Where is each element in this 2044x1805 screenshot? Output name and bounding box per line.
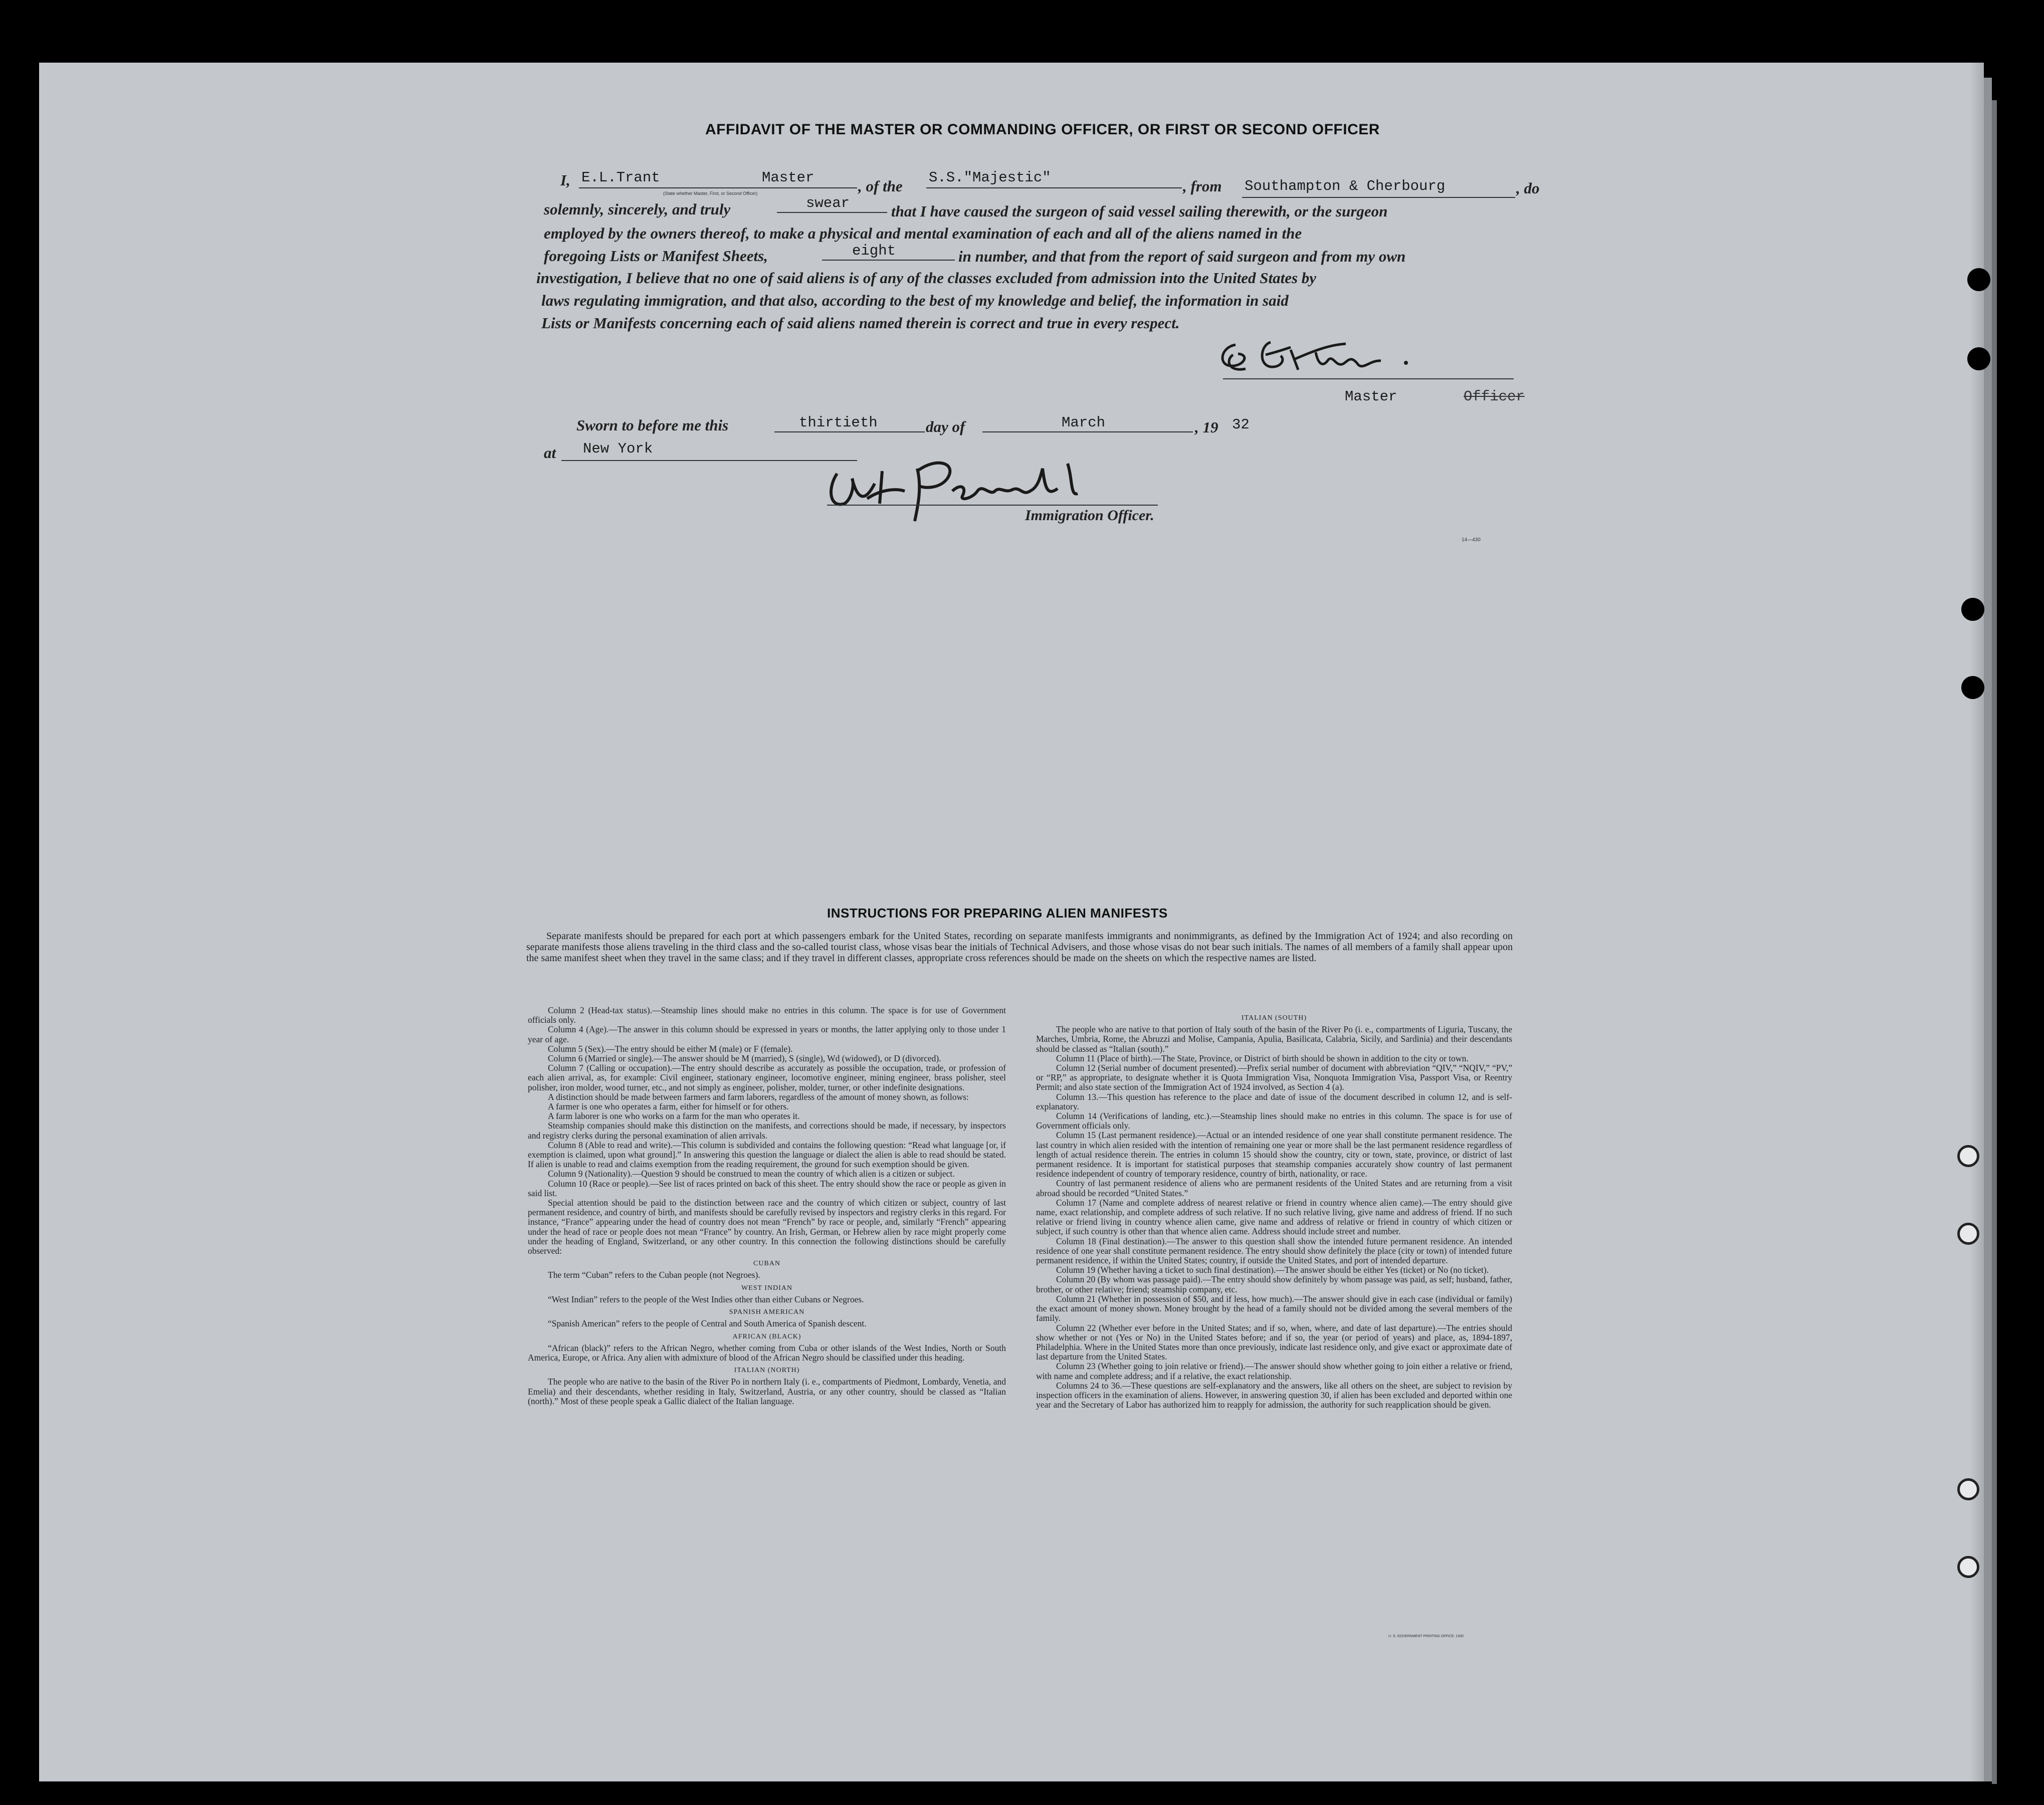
of-the-label: , of the (858, 177, 903, 195)
year-prefix: , 19 (1195, 418, 1218, 436)
port-line (1242, 197, 1515, 198)
sheet-edge-2 (1992, 100, 1997, 1784)
instruction-paragraph: Special attention should be paid to the distinction between race and the country of which citizen or subject, country of last permanent residence, and country of birth, and manifests should be carefully revised by inspectors and registry clerks in this regard. For instance, “France” appearing under the head of country does not mean “French” by race or people, and, similarly “French” appearing under the head of race or people does not mean “France” by country. An Irish, German, or Hebrew alien by race might properly come under the heading of England, Switzerland, or any other country. In this connection the following distinctions should be carefully observed: (528, 1198, 1006, 1256)
officer-rank: Master (762, 169, 814, 186)
punch-hole-ring (1957, 1223, 1979, 1245)
instruction-paragraph: Column 5 (Sex).—The entry should be either M (male) or F (female). (548, 1043, 793, 1054)
oath-word: swear (806, 195, 850, 211)
day-of-label: day of (926, 418, 965, 435)
at-label: at (544, 444, 556, 462)
sheet-fold-shadow (1970, 63, 1984, 1781)
instruction-paragraph: Column 2 (Head-tax status).—Steamship lines should make no entries in this column. The space is for use of Government officials only. (528, 1005, 1006, 1025)
instruction-paragraph: Column 23 (Whether going to join relative or friend).—The answer should show whether going to join either a relative or friend, with name and complete address; and if a relative, the exact relationship. (1036, 1361, 1512, 1381)
signature-line (1223, 378, 1514, 379)
instruction-paragraph: Column 9 (Nationality).—Question 9 should be construed to mean the country of which alien is a citizen or subject. (548, 1169, 955, 1179)
text-african: “African (black)” refers to the African Negro, whether coming from Cuba or other islands of the West Indies, North or South America, Europe, or Africa. Any alien with admixture of blood of the African Negro should be classified under this heading. (528, 1342, 1006, 1363)
affidavit-line-4-rest: in number, and that from the report of said surgeon and from my own (958, 248, 1406, 265)
instruction-paragraph: Column 6 (Married or single).—The answer should be M (married), S (single), Wd (widowed), or D (divorced). (548, 1053, 941, 1064)
sheet-count: eight (852, 243, 896, 259)
instruction-paragraph: Country of last permanent residence of aliens who are permanent residents of the United States and are returning from a visit abroad should be recorded “United States.” (1036, 1178, 1512, 1198)
text-spanish-american: “Spanish American” refers to the people of Central and South America of Spanish descent. (548, 1318, 867, 1329)
instructions-right-column (1036, 1013, 1512, 1410)
affidavit-title: AFFIDAVIT OF THE MASTER OR COMMANDING OFFICER, OR FIRST OR SECOND OFFICER (705, 121, 1380, 138)
instruction-paragraph: Column 18 (Final destination).—The answer to this question shall show the intended future permanent residence. An intended residence of one year shall constitute permanent residence. The entry should show definitely the place (city or town) of intended future permanent residence, if within the United States; country, if outside the United States, and port of intended departure. (1036, 1236, 1512, 1266)
instructions-title: INSTRUCTIONS FOR PREPARING ALIEN MANIFESTS (827, 906, 1168, 921)
month-line (982, 431, 1193, 432)
printer-note: U. S. GOVERNMENT PRINTING OFFICE: 1930 (1388, 1635, 1464, 1638)
heading-italian-south: ITALIAN (SOUTH) (1241, 1014, 1307, 1022)
day-line (774, 431, 925, 432)
sworn-year: 32 (1232, 416, 1250, 433)
place-line (561, 460, 857, 461)
form-number: 14—430 (1462, 537, 1481, 543)
instruction-paragraph: Column 8 (Able to read and write).—This column is subdivided and contains the following question: “Read what language [or, if exemption is claimed, upon what ground].” In answering this question the language or dialect the alien is able to read should be stated. If alien is unable to read and claims exemption from the reading requirement, the ground for such exemption should be given. (528, 1140, 1006, 1170)
affidavit-line-3: employed by the owners thereof, to make a physical and mental examination of each and all of the aliens named in the (544, 224, 1302, 242)
instruction-paragraph: Column 13.—This question has reference to the place and date of issue of the document described in column 12, and is self-explanatory. (1036, 1091, 1512, 1111)
name-line (579, 187, 857, 188)
officer-title: Immigration Officer. (1025, 507, 1154, 524)
sheet-count-line (822, 260, 955, 261)
officer-signature-line (827, 505, 1158, 506)
affidavit-line-2: that I have caused the surgeon of said vessel sailing therewith, or the surgeon (891, 202, 1388, 220)
ship-line (926, 187, 1182, 188)
rank-note: (State whether Master, First, or Second Officer) (663, 191, 758, 196)
instructions-left-column (528, 1006, 1006, 1406)
from-label: , from (1183, 177, 1222, 195)
sworn-day: thirtieth (799, 414, 878, 431)
instruction-paragraph: A farmer is one who operates a farm, either for himself or for others. (548, 1101, 789, 1112)
affidavit-line-5: investigation, I believe that no one of said aliens is of any of the classes excluded from admission into the United States by (536, 269, 1317, 287)
sworn-place: New York (583, 440, 653, 457)
instruction-paragraph: Column 21 (Whether in possession of $50, and if less, how much).—The answer should give in each case (individual or family) the exact amount of money shown. Money brought by the head of a family should not be divided among the several members of the family. (1036, 1293, 1512, 1323)
instruction-paragraph: A distinction should be made between farmers and farm laborers, regardless of the amount of money shown, as follows: (548, 1091, 969, 1102)
heading-west-indian: WEST INDIAN (741, 1284, 793, 1292)
heading-cuban: CUBAN (753, 1260, 780, 1268)
ship-name: S.S."Majestic" (929, 169, 1051, 186)
text-west-indian: “West Indian” refers to the people of the West Indies other than either Cubans or Negroes. (548, 1294, 864, 1304)
punch-hole-ring (1957, 1478, 1979, 1500)
sworn-month: March (1062, 414, 1106, 431)
signer-title: Master (1345, 388, 1397, 405)
instruction-paragraph: Columns 24 to 36.—These questions are self-explanatory and the answers, like all others on the sheet, are subject to revision by inspection officers in the examination of aliens. However, in answering question 30, if alien has been excluded and deported within one year and the Secretary of Labor has authorized him to reapply for admission, the authority for such reapplication should be given. (1036, 1380, 1512, 1410)
instruction-paragraph: Column 17 (Name and complete address of nearest relative or friend in country whence alien came).—The entry should give name, exact relationship, and complete address of such relative. If no such relative living, give name and address of friend. If no such relative or friend living in country whence alien came, give name and address of relative or friend in country of which citizen or subject, if such country is other than that whence alien came. Address should include street and number. (1036, 1197, 1512, 1237)
affidavit-line-6: laws regulating immigration, and that also, according to the best of my knowledge and belief, the information in said (541, 292, 1289, 309)
affidavit-line-7: Lists or Manifests concerning each of said aliens named therein is correct and true in every respect. (541, 314, 1180, 332)
departure-port: Southampton & Cherbourg (1245, 178, 1446, 194)
instruction-paragraph: Column 10 (Race or people).—See list of races printed on back of this sheet. The entry should show the race or people as given in said list. (528, 1178, 1006, 1198)
heading-italian-north: ITALIAN (NORTH) (734, 1367, 800, 1375)
punch-hole (1961, 598, 1984, 621)
punch-hole-ring (1957, 1556, 1979, 1578)
instructions-intro: Separate manifests should be prepared for each port at which passengers embark for the United States, recording on separate manifests immigrants and nonimmigrants, as defined by the Immigration Act of 1924; and also recording on separate manifests those aliens traveling in the third class and the so-called tourist class, whose visas bear the initials of Technical Advisers, and those whose visas do not bear such initials. The names of all members of a family shall appear upon the same manifest sheet when they travel in the same class; and if they travel in different classes, appropriate cross references should be made on the sheets on which the respective names are listed. (526, 931, 1513, 964)
sheet-edge (1984, 78, 1992, 1781)
instruction-paragraph: Column 15 (Last permanent residence).—Actual or an intended residence of one year shall constitute permanent residence. The last country in which alien resided with the intention of remaining one year or more shall be the last permanent residence regardless of length of actual residence therein. The entries in column 15 should show the country, city or town, state, province, or district of last permanent residence. It is important for statistical purposes that steamship companies accurately show country of last permanent residence independent of country of temporary residence, country of birth, nationality, or race. (1036, 1130, 1512, 1179)
instruction-paragraph: A farm laborer is one who works on a farm for the man who operates it. (548, 1111, 800, 1121)
instruction-paragraph: Column 20 (By whom was passage paid).—The entry should show definitely by whom passage was paid, as self; husband, father, brother, or other relative; friend; steamship company, etc. (1036, 1274, 1512, 1294)
punch-hole-ring (1957, 1145, 1979, 1167)
solemnly-label: solemnly, sincerely, and truly (544, 200, 731, 218)
instruction-paragraph: Column 11 (Place of birth).—The State, Province, or District of birth should be shown in addition to the city or town. (1056, 1053, 1469, 1063)
master-name: E.L.Trant (581, 169, 660, 186)
heading-african: AFRICAN (BLACK) (732, 1332, 801, 1340)
instruction-paragraph: Steamship companies should make this distinction on the manifests, and corrections should be made, if necessary, by inspectors and registry clerks during the personal examination of alien arrivals. (528, 1120, 1006, 1141)
swear-line (777, 212, 887, 213)
instruction-paragraph: Column 4 (Age).—The answer in this column should be expressed in years or months, the latter applying only to those under 1 year of age. (528, 1024, 1006, 1044)
i-label: I, (560, 171, 570, 189)
instruction-paragraph: Column 19 (Whether having a ticket to such final destination).—The answer should be either Yes (ticket) or No (no ticket). (1056, 1265, 1489, 1275)
punch-hole (1967, 347, 1990, 370)
text-cuban: The term “Cuban” refers to the Cuban people (not Negroes). (548, 1270, 760, 1280)
struck-title: Officer (1464, 388, 1525, 405)
master-signature (1215, 325, 1426, 380)
punch-hole (1961, 676, 1984, 699)
instruction-paragraph: Column 22 (Whether ever before in the United States; and if so, when, where, and date of last departure).—The entries should show whether or not (Yes or No) in the United States before; and if so, the year (or period of years) and place, as, 1894-1897, Philadelphia. Where in the United States more than once previously, indicate last residence only, and give exact or approximate date of last departure from the United States. (1036, 1322, 1512, 1362)
sheets-label: foregoing Lists or Manifest Sheets, (544, 247, 768, 265)
punch-hole (1967, 268, 1990, 291)
instruction-paragraph: The people who are native to that portion of Italy south of the basin of the River Po (i. e., compartments of Liguria, Tuscany, the Marches, Umbria, Rome, the Abruzzi and Molise, Campania, Apulia, Basilicata, Calabria, Sicily, and Sardinia) and their descendants should be classed as “Italian (south).” (1036, 1024, 1512, 1054)
instruction-paragraph: Column 12 (Serial number of document presented).—Prefix serial number of document with abbreviation “QIV,” “NQIV,” “PV,” or “RP,” as appropriate, to designate whether it is Quota Immigration Visa, Nonquota Immigration Visa, Passport Visa, or Reentry Permit; and also state section of the Immigration Act of 1924 involved, as Section 4 (a). (1036, 1063, 1512, 1092)
instruction-paragraph: Column 7 (Calling or occupation).—The entry should describe as accurately as possible the occupation, trade, or profession of each alien arrival, as, for example: Civil engineer, stationary engineer, locomotive engineer, mining engineer, brass polisher, steel polisher, iron molder, wood turner, etc., and not simply as engineer, polisher, molder, turner, or other indefinite designations. (528, 1063, 1006, 1092)
do-label: , do (1516, 179, 1540, 197)
heading-spanish-american: SPANISH AMERICAN (729, 1308, 805, 1316)
text-italian-north: The people who are native to the basin of the River Po in northern Italy (i. e., compartments of Piedmont, Lombardy, Venetia, and Emelia) and their descendants, whether residing in Italy, Switzerland, Austria, or any other country, should be classed as “Italian (north).” Most of these people speak a Gallic dialect of the Italian language. (528, 1377, 1006, 1406)
instruction-paragraph: Column 14 (Verifications of landing, etc.).—Steamship lines should make no entries in this column. The space is for use of Government officials only. (1036, 1111, 1512, 1131)
sworn-label: Sworn to before me this (576, 416, 729, 434)
